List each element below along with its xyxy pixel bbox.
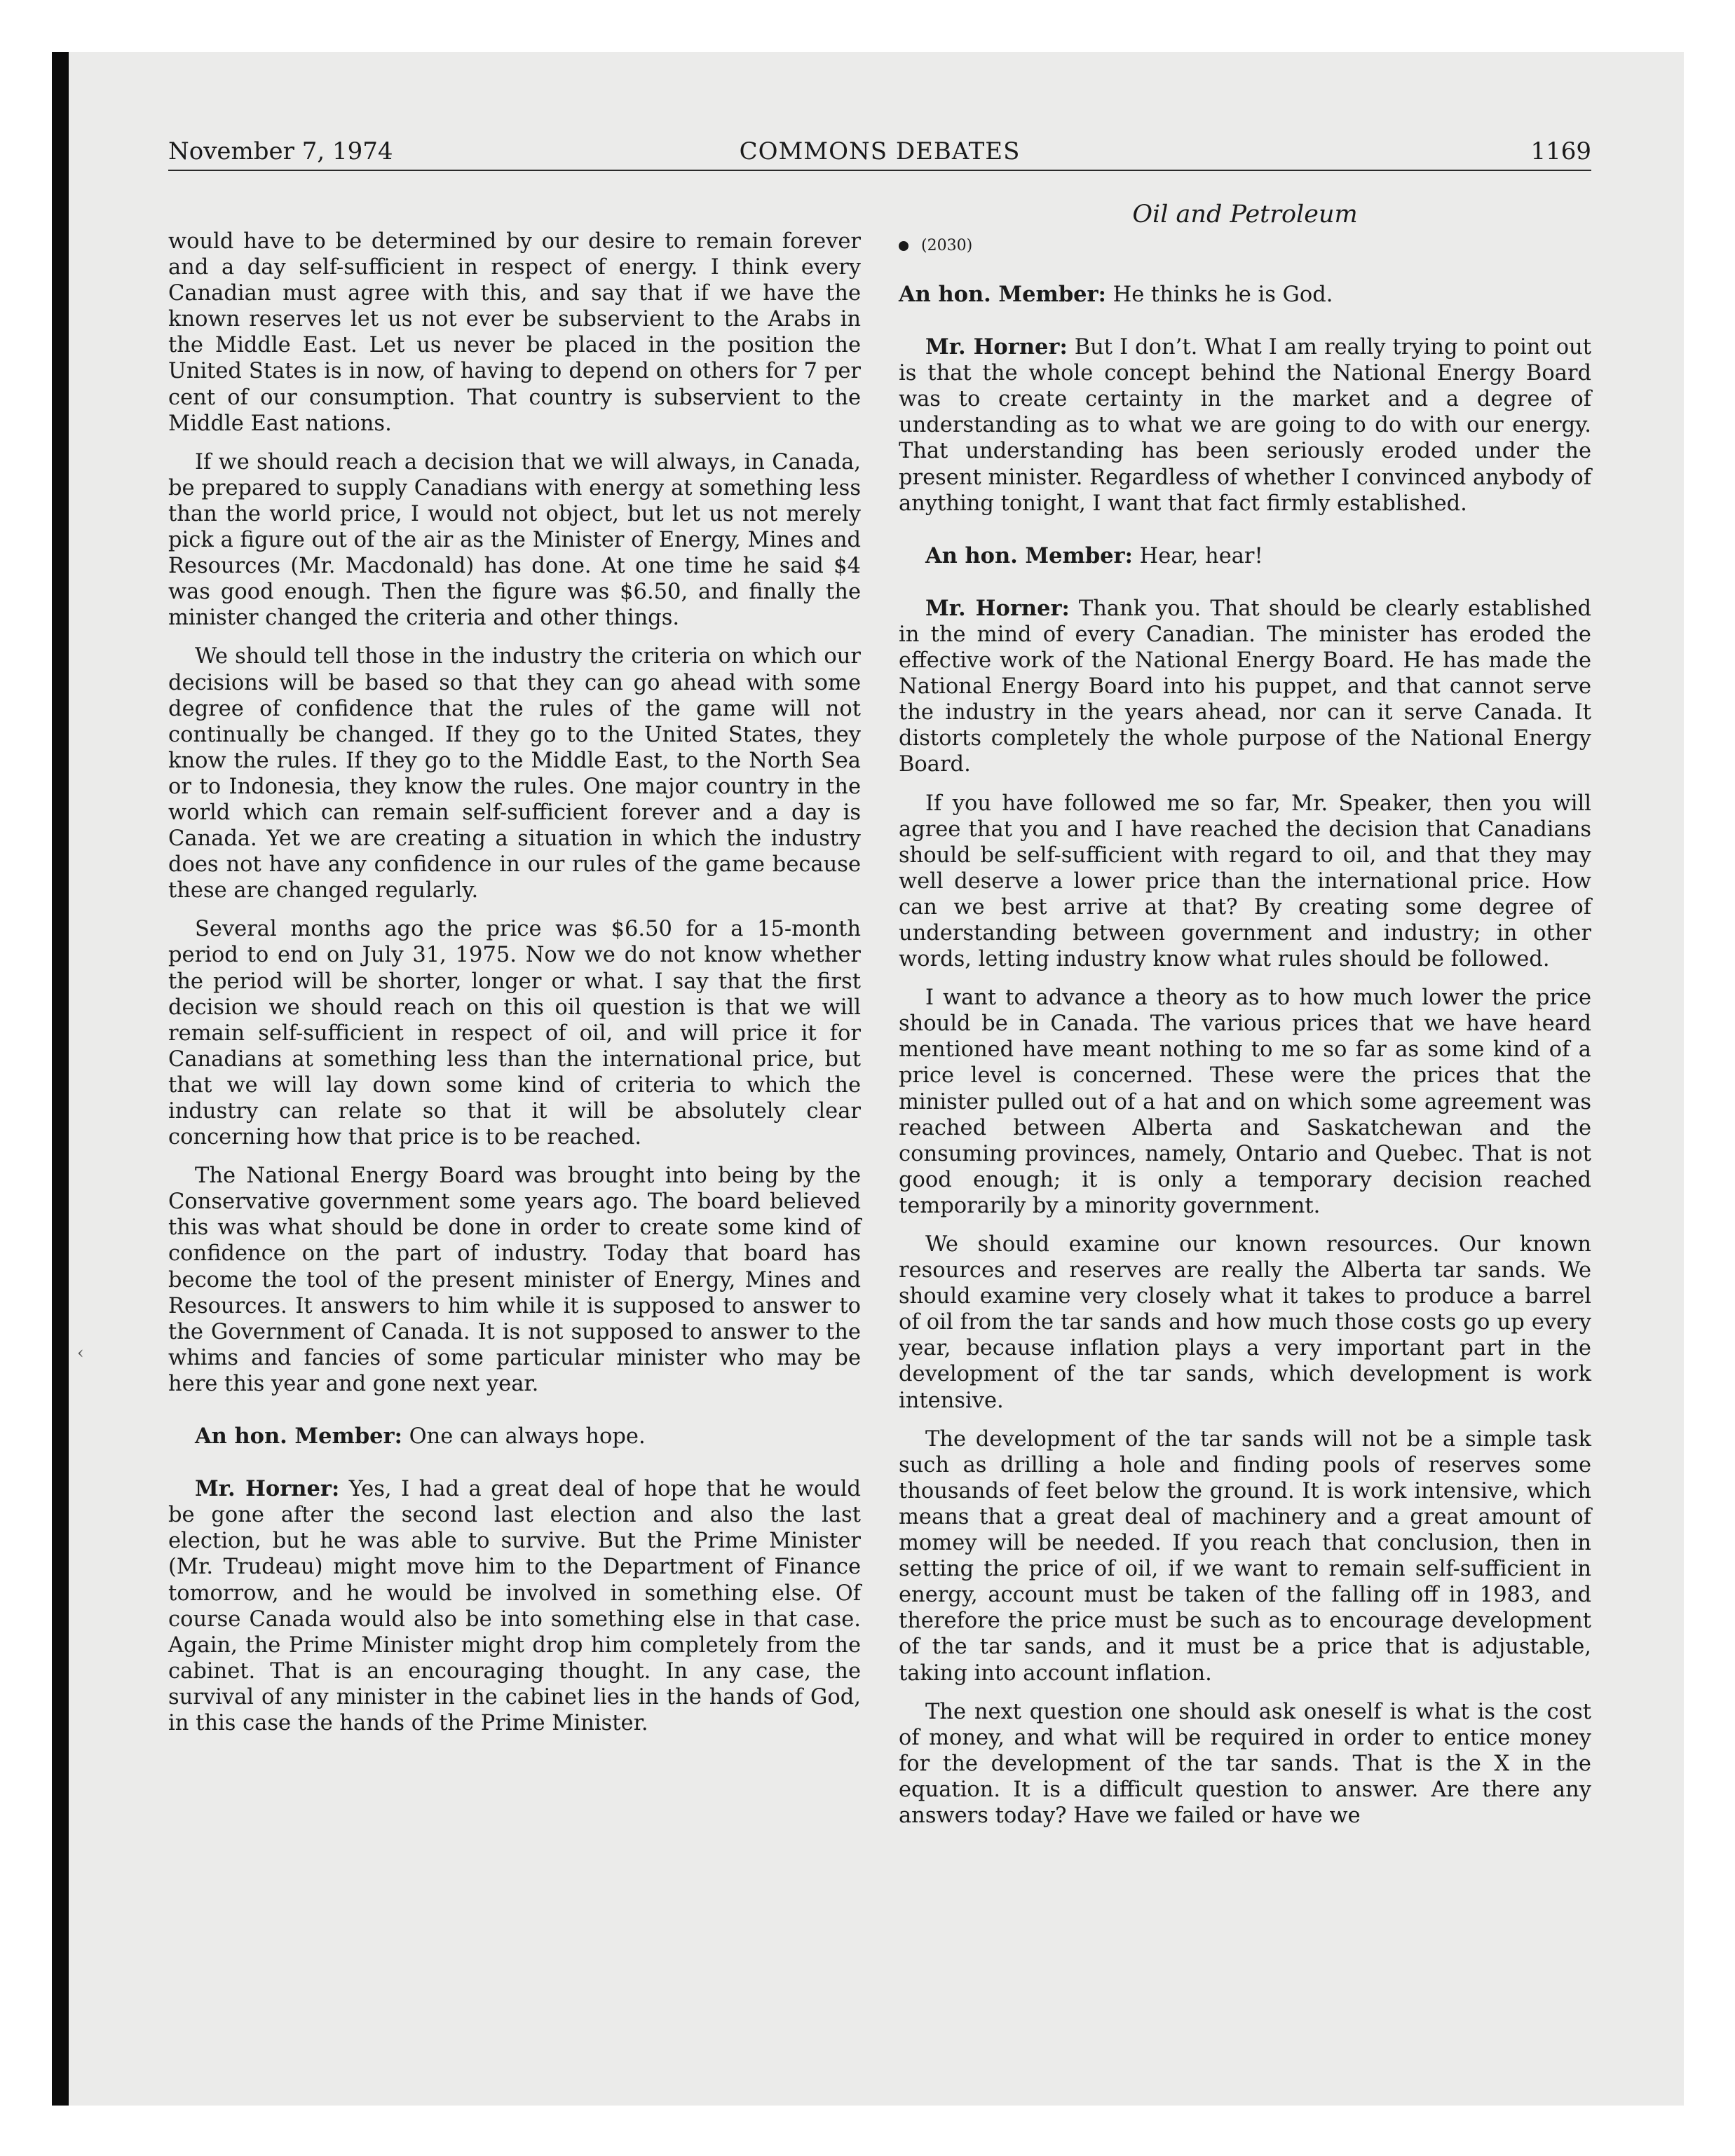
speech-text: He thinks he is God.: [1113, 282, 1333, 307]
speaker-name: An hon. Member:: [195, 1424, 402, 1449]
paragraph: would have to be determined by our desire to remain forever and a day self-sufficient in respect of energy. I think every Canadian must agree with this, and say that if we have the known reserves let us not ever be subservient to the Arabs in the Middle East. Let us never be placed in the position the United States is in now, of having to depend on others for 7 per cent of our consumption. That country is subservient to the Middle East nations.: [168, 229, 861, 436]
header-date: November 7, 1974: [168, 137, 393, 165]
time-marker-text: (2030): [921, 237, 973, 254]
scan-binding-edge: [52, 52, 69, 2106]
speaker-name: An hon. Member:: [925, 543, 1133, 568]
paragraph: Several months ago the price was $6.50 for a 15-month period to end on July 31, 1975. Now we do not know whether the period will be shorter, longer or what. I say that the first decision we should reach on this oil question is that we will remain self-sufficient in respect of oil, and will price it for Canadians at something less than the international price, but that we will lay down some kind of criteria to which the industry can relate so that it will be absolutely clear concerning how that price is to be reached.: [168, 917, 861, 1150]
paragraph: The next question one should ask oneself is what is the cost of money, and what will be required in order to entice money for the development of the tar sands. That is the X in the equation. It is a difficult question to answer. Are there any answers today? Have we failed or have we: [899, 1699, 1591, 1828]
right-column: [899, 200, 1591, 1841]
time-marker: [899, 236, 1591, 257]
speech-text: But I don’t. What I am really trying to point out is that the whole concept behind the National Energy Board was to create certainty in the market and a degree of understanding as to what we are going to do with our energy. That understanding has been seriously eroded under the present minister. Regardless of whether I convinced anybody of anything tonight, I want that fact firmly established.: [899, 335, 1591, 516]
speech-entry: [899, 282, 1591, 308]
speech-entry: [899, 596, 1591, 778]
paragraph: The development of the tar sands will not be a simple task such as drilling a hole and finding pools of reserves some thousands of feet below the ground. It is work intensive, which means that a great deal of machinery and a great amount of momey will be needed. If you reach that conclusion, then in setting the price of oil, if we want to remain self-sufficient in energy, account must be taken of the falling off in 1983, and therefore the price must be such as to encourage development of the tar sands, and it must be a price that is adjustable, taking into account inflation.: [899, 1426, 1591, 1686]
speech-entry: [168, 1476, 861, 1736]
speech-text: Thank you. That should be clearly established in the mind of every Canadian. The minister has eroded the effective work of the National Energy Board. He has made the National Energy Board into his puppet, and that cannot serve the industry in the years ahead, nor can it serve Canada. It distorts completely the whole purpose of the National Energy Board.: [899, 596, 1591, 777]
left-column: [168, 228, 861, 1749]
speech-text: Hear, hear!: [1139, 543, 1263, 568]
margin-mark: ‹: [77, 1343, 84, 1363]
document-page: [168, 137, 1591, 1828]
speaker-name: Mr. Horner:: [925, 334, 1068, 360]
speech-text: One can always hope.: [409, 1424, 646, 1449]
paragraph: If you have followed me so far, Mr. Speaker, then you will agree that you and I have reached the decision that Canadians should be self-sufficient with regard to oil, and that they may well deserve a lower price than the international price. How can we best arrive at that? By creating some degree of understanding between government and industry; in other words, letting industry know what rules should be followed.: [899, 791, 1591, 972]
page-header: [168, 137, 1591, 171]
header-page-number: 1169: [1530, 137, 1591, 165]
header-publication: COMMONS DEBATES: [739, 137, 1021, 165]
paragraph: If we should reach a decision that we will always, in Canada, be prepared to supply Canadians with energy at something less than the world price, I would not object, but let us not merely pick a figure out of the air as the Minister of Energy, Mines and Resources (Mr. Macdonald) has done. At one time he said $4 was good enough. Then the figure was $6.50, and finally the minister changed the criteria and other things.: [168, 449, 861, 631]
speech-text: Yes, I had a great deal of hope that he would be gone after the second last election and also the last election, but he was able to survive. But the Prime Minister (Mr. Trudeau) might move him to the Department of Finance tomorrow, and he would be involved in something else. Of course Canada would also be into something else in that case. Again, the Prime Minister might drop him completely from the cabinet. That is an encouraging thought. In any case, the survival of any minister in the cabinet lies in the hands of God, in this case the hands of the Prime Minister.: [168, 1477, 861, 1735]
section-title: Oil and Petroleum: [1132, 200, 1358, 228]
speech-entry: [168, 1424, 861, 1449]
speaker-name: Mr. Horner:: [195, 1476, 340, 1502]
speaker-name: Mr. Horner:: [925, 595, 1070, 621]
speaker-name: An hon. Member:: [899, 282, 1106, 307]
paragraph: I want to advance a theory as to how much lower the price should be in Canada. The various prices that we have heard mentioned have meant nothing to me so far as some kind of a price level is concerned. These were the prices that the minister pulled out of a hat and on which some agreement was reached between Alberta and Saskatchewan and the consuming provinces, namely, Ontario and Quebec. That is not good enough; it is only a temporary decision reached temporarily by a minority government.: [899, 985, 1591, 1218]
paragraph: We should examine our known resources. Our known resources and reserves are really the Alberta tar sands. We should examine very closely what it takes to produce a barrel of oil from the tar sands and how much those costs go up every year, because inflation plays a very important part in the development of the tar sands, which development is work intensive.: [899, 1232, 1591, 1413]
bullet-icon: [899, 241, 909, 251]
speech-entry: [899, 334, 1591, 517]
paragraph: We should tell those in the industry the criteria on which our decisions will be based so that they can go ahead with some degree of confidence that the rules of the game will not continually be changed. If they go to the United States, they know the rules. If they go to the Middle East, to the North Sea or to Indonesia, they know the rules. One major country in the world which can remain self-sufficient forever and a day is Canada. Yet we are creating a situation in which the industry does not have any confidence in our rules of the game because these are changed regularly.: [168, 644, 861, 903]
paragraph: The National Energy Board was brought into being by the Conservative government some years ago. The board believed this was what should be done in order to create some kind of confidence on the part of industry. Today that board has become the tool of the present minister of Energy, Mines and Resources. It answers to him while it is supposed to answer to the Government of Canada. It is not supposed to answer to the whims and fancies of some particular minister who may be here this year and gone next year.: [168, 1164, 861, 1396]
speech-entry: [899, 543, 1591, 569]
